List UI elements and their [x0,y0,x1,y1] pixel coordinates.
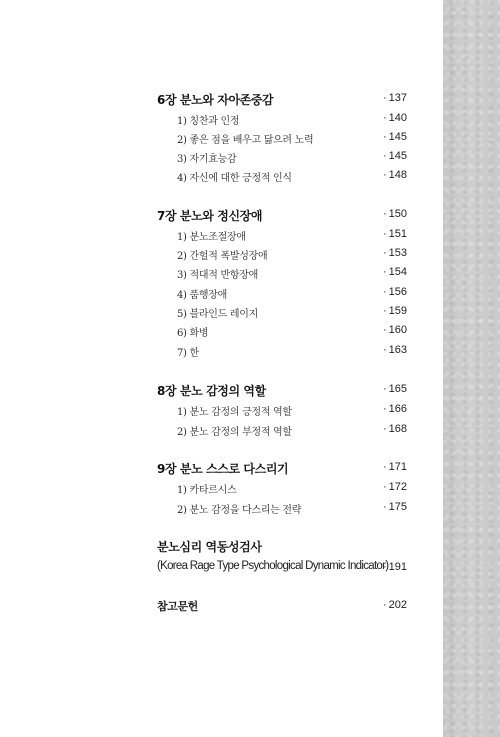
appendix-title: 분노심리 역동성검사 [157,540,262,554]
toc-item[interactable] [0,422,443,440]
toc-item[interactable] [0,149,443,167]
section-title: 5) 블라인드 레이지 [177,309,258,320]
chapter-title: 8장 분노 감정의 역할 [157,384,266,398]
toc-item[interactable] [0,402,443,420]
section-title: 1) 카타르시스 [177,485,237,496]
toc-chapter-9[interactable] [0,460,443,478]
toc-item[interactable] [0,246,443,264]
section-title: 4) 품행장애 [177,290,227,301]
page-number: · 156 [383,286,407,298]
toc-item[interactable] [0,343,443,361]
toc-test-subtitle[interactable] [0,560,443,578]
page-number: · 171 [383,461,407,473]
chapter-title: 6장 분노와 자아존중감 [157,93,274,107]
toc-item[interactable] [0,285,443,303]
section-title: 1) 분노조절장애 [177,232,246,243]
page-number: · 151 [383,228,407,240]
page-number: · 168 [383,423,407,435]
section-title: 3) 자기효능감 [177,154,237,165]
toc-item[interactable] [0,304,443,322]
page-number: · 165 [383,383,407,395]
toc-item[interactable] [0,227,443,245]
page-number: · 172 [383,481,407,493]
page-number: · 137 [383,92,407,104]
toc-item[interactable] [0,168,443,186]
toc-references[interactable] [0,598,443,616]
page-number: · 153 [383,247,407,259]
page-number: · 159 [383,305,407,317]
section-title: 2) 분노 감정을 다스리는 전략 [177,505,302,516]
page-number: · 175 [383,501,407,513]
chapter-title: 7장 분노와 정신장애 [157,209,263,223]
toc-item[interactable] [0,500,443,518]
toc-item[interactable] [0,323,443,341]
page-number: · 150 [383,208,407,220]
toc-chapter-6[interactable] [0,91,443,109]
section-title: 1) 칭찬과 인정 [177,116,240,127]
references-title: 참고문헌 [157,600,198,613]
toc-chapter-7[interactable] [0,207,443,225]
toc-item[interactable] [0,111,443,129]
page-number: · 160 [383,324,407,336]
page-number: · 191 [383,561,407,573]
toc-item[interactable] [0,130,443,148]
page-number: · 140 [383,112,407,124]
page-number: · 163 [383,344,407,356]
page-number: · 145 [383,150,407,162]
section-title: 3) 적대적 반항장애 [177,270,258,281]
chapter-title: 9장 분노 스스로 다스리기 [157,462,289,476]
toc-item[interactable] [0,480,443,498]
page-number: · 145 [383,131,407,143]
section-title: 2) 좋은 점을 배우고 닮으려 노력 [177,135,314,146]
section-title: 2) 간헐적 폭발성장애 [177,251,268,262]
appendix-subtitle: (Korea Rage Type Psychological Dynamic Indicator) [157,560,389,572]
page-edge-shadow [443,0,500,737]
toc-test-title[interactable] [0,538,443,556]
section-title: 6) 화병 [177,328,209,339]
section-title: 4) 자신에 대한 긍정적 인식 [177,173,292,184]
toc-item[interactable] [0,265,443,283]
page-number: · 148 [383,169,407,181]
section-title: 2) 분노 감정의 부정적 역할 [177,427,292,438]
section-title: 1) 분노 감정의 긍정적 역할 [177,407,292,418]
toc-chapter-8[interactable] [0,382,443,400]
section-title: 7) 한 [177,348,199,359]
page-number: · 154 [383,266,407,278]
page-number: · 202 [383,599,407,611]
page-number: · 166 [383,403,407,415]
